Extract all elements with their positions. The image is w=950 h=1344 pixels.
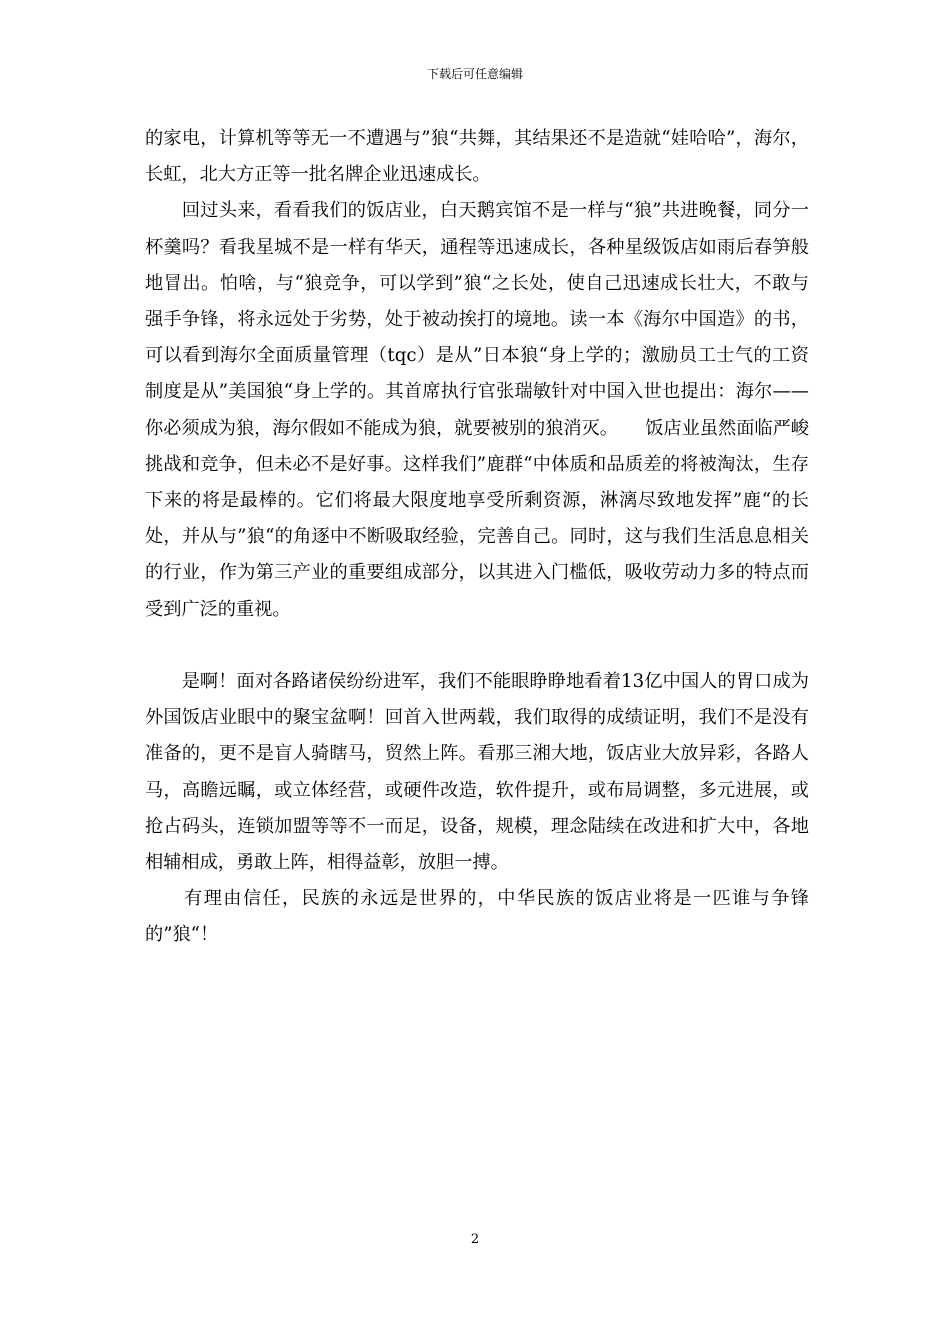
paragraph-1: 的家电，计算机等等无一不遭遇与”狼“共舞，其结果还不是造就“娃哈哈”，海尔，长虹，北大方正等一批名牌企业迅速成长。: [145, 128, 809, 186]
paragraph-3: 是啊！面对各路诸侯纷纷进军，我们不能眼睁睁地看着13亿中国人的胃口成为外国饭店业眼中的聚宝盆啊！回首入世两载，我们取得的成绩证明，我们不是没有准备的，更不是盲人骑瞎马，贸然上阵。看那三湘大地，饭店业大放异彩，各路人马，高瞻远瞩，或立体经营，或硬件改造，软件提升，或布局调整，多元进展，或抢占码头，连锁加盟等等不一而足，设备，规模，理念陆续在改进和扩大中，各地相辅相成，勇敢上阵，相得益彰，放胆一搏。: [145, 671, 809, 874]
paragraph-4: 有理由信任，民族的永远是世界的，中华民族的饭店业将是一匹谁与争锋的”狼“！: [145, 888, 809, 946]
paragraph-spacer: [145, 628, 809, 664]
page-header: 下载后可任意编辑: [426, 67, 523, 81]
paragraph-2: 回过头来，看看我们的饭店业，白天鹅宾馆不是一样与“狼”共进晚餐，同分一杯羹吗？看我星城不是一样有华天，通程等迅速成长，各种星级饭店如雨后春笋般地冒出。怕啥，与“狼竞争，可以学到”狼“之长处，使自己迅速成长壮大，不敢与强手争锋，将永远处于劣势，处于被动挨打的境地。读一本《海尔中国造》的书，可以看到海尔全面质量管理（tqc）是从”日本狼“身上学的；激励员工士气的工资制度是从”美国狼“身上学的。其首席执行官张瑞敏针对中国入世也提出：海尔——你必须成为狼，海尔假如不能成为狼，就要被别的狼消灭。 饭店业虽然面临严峻挑战和竞争，但未必不是好事。这样我们”鹿群“中体质和品质差的将被淘汰，生存下来的将是最棒的。它们将最大限度地享受所剩资源，淋漓尽致地发挥”鹿“的长处，并从与”狼“的角逐中不断吸取经验，完善自己。同时，这与我们生活息息相关的行业，作为第三产业的重要组成部分，以其进入门槛低，吸收劳动力多的特点而受到广泛的重视。: [145, 200, 809, 620]
page-number: 2: [470, 1232, 480, 1247]
body-text: [145, 121, 809, 954]
